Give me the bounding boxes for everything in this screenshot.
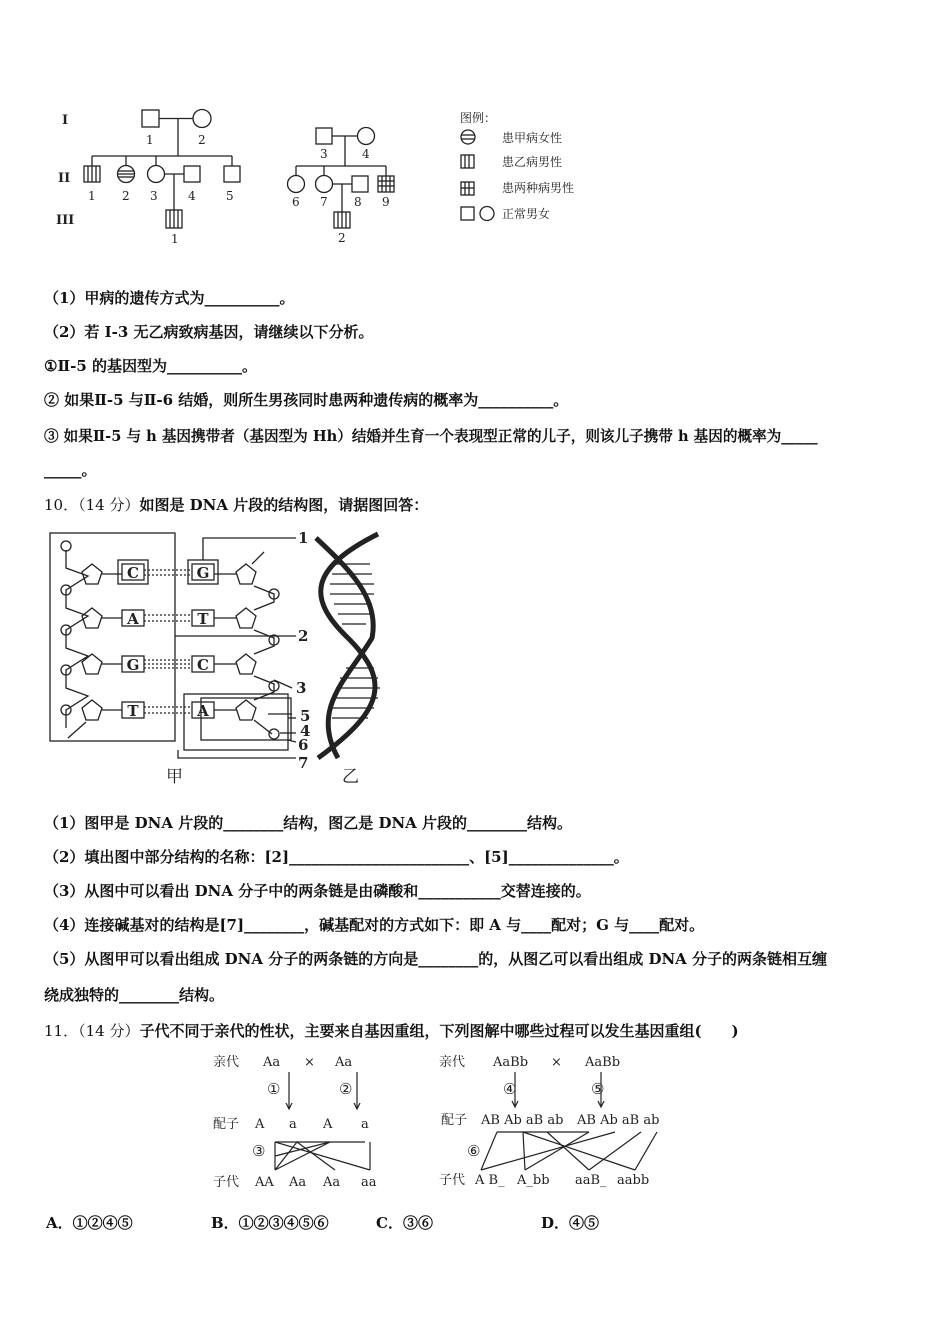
legend-yi-male-icon — [461, 155, 474, 168]
q10-part5-cont: 绕成独特的________结构。 — [44, 986, 225, 1004]
ped-left-num: 2 — [122, 189, 130, 203]
q11-text: 子代不同于亲代的性状，主要来自基因重组，下列图解中哪些过程可以发生基因重组( ) — [139, 1022, 739, 1040]
left-offspring: Aa — [289, 1175, 307, 1190]
right-offspring-label: 子代 — [439, 1173, 466, 1188]
right-offspring: A_bb — [517, 1173, 550, 1188]
dna-left-base: C — [127, 564, 139, 582]
gen-label-iii: III — [56, 213, 75, 228]
ped-right-num: 3 — [320, 147, 328, 161]
ped-right-ii7-female — [316, 176, 333, 193]
q10-stem — [44, 494, 428, 515]
ped-right-num: 8 — [354, 195, 362, 209]
q10-number: 10．（14 分） — [44, 496, 140, 514]
dna-callout: 3 — [296, 679, 307, 697]
left-offspring: AA — [255, 1175, 274, 1190]
legend-item-label: 正常男女 — [502, 207, 551, 221]
left-parent-label: 亲代 — [213, 1055, 240, 1070]
left-gamete: A — [255, 1117, 265, 1132]
right-parent: AaBb — [493, 1055, 529, 1070]
ped-right-num: 2 — [338, 231, 346, 245]
right-offspring: aaB_ — [575, 1173, 607, 1188]
ped-left-i1-male — [142, 110, 159, 127]
q10-part4: （4）连接碱基对的结构是[7]________，碱基配对的方式如下：即 A 与____配对；G 与____配对。 — [44, 916, 705, 934]
dna-callout: 2 — [298, 627, 309, 645]
right-gamete-label: 配子 — [441, 1113, 468, 1128]
dna-callout: 7 — [298, 754, 309, 772]
left-parent: Aa — [263, 1055, 281, 1070]
left-gamete: a — [361, 1117, 369, 1132]
left-gamete: A — [323, 1117, 333, 1132]
legend-normal-female-icon — [480, 207, 494, 221]
right-gamete-set: AB Ab aB ab — [577, 1113, 660, 1128]
pedigree-figure — [50, 100, 610, 250]
q9-sub3: ③ 如果Ⅱ-5 与 h 基因携带者（基因型为 Hh）结婚并生育一个表现型正常的儿子，则该儿子携带 h 基因的概率为_____ — [44, 428, 818, 445]
option-b[interactable]: B．①②③④⑤⑥ — [211, 1214, 329, 1232]
ped-right-i3-male — [316, 128, 332, 144]
ped-left-ii5-male — [224, 166, 240, 182]
q11-stem — [44, 1020, 739, 1041]
step-3: ③ — [252, 1142, 266, 1160]
dna-structure-figure — [48, 528, 418, 790]
ped-left-num: 4 — [188, 189, 196, 203]
q9-sub2: ② 如果Ⅱ-5 与Ⅱ-6 结婚，则所生男孩同时患两种遗传病的概率为__________。 — [44, 391, 569, 409]
step-2: ② — [339, 1080, 353, 1098]
step-6: ⑥ — [467, 1142, 481, 1160]
ped-right-num: 7 — [320, 195, 328, 209]
gen-label-ii: II — [58, 171, 71, 186]
right-offspring: aabb — [617, 1173, 650, 1188]
ped-left-ii4-male — [184, 166, 200, 182]
q10-part2: （2）填出图中部分结构的名称：[2]________________________、[5]______________。 — [44, 848, 629, 866]
right-offspring: A B_ — [475, 1173, 505, 1188]
dna-right-base: A — [197, 702, 209, 720]
q10-part1: （1）图甲是 DNA 片段的________结构，图乙是 DNA 片段的________结构。 — [44, 814, 573, 832]
step-1: ① — [267, 1080, 281, 1098]
ped-left-num: 2 — [198, 133, 206, 147]
right-parent-label: 亲代 — [439, 1055, 466, 1070]
q9-part2: （2）若 I-3 无乙病致病基因，请继续以下分析。 — [44, 323, 374, 341]
ped-left-num: 1 — [88, 189, 96, 203]
q9-sub3-cont: _____。 — [44, 461, 97, 479]
ped-right-num: 6 — [292, 195, 300, 209]
legend-jia-female-icon — [461, 130, 475, 144]
q9-sub1: ①Ⅱ-5 的基因型为__________。 — [44, 357, 257, 375]
ped-left-ii3-female — [148, 166, 165, 183]
right-cross: × — [551, 1055, 562, 1070]
dna-left-base: A — [127, 610, 139, 628]
dna-left-base: T — [127, 702, 139, 720]
dna-label-jia: 甲 — [166, 767, 183, 787]
dna-left-base: G — [126, 656, 140, 674]
dna-callout: 1 — [298, 529, 309, 547]
q10-part3: （3）从图中可以看出 DNA 分子中的两条链是由磷酸和___________交替连接的。 — [44, 882, 591, 900]
left-offspring-label: 子代 — [213, 1175, 240, 1190]
q9-part1: （1）甲病的遗传方式为__________。 — [44, 289, 295, 307]
ped-right-num: 4 — [362, 147, 370, 161]
right-parent: AaBb — [585, 1055, 621, 1070]
ped-left-num: 3 — [150, 189, 158, 203]
ped-left-num: 5 — [226, 189, 234, 203]
gen-label-i: I — [62, 113, 69, 128]
step-4: ④ — [503, 1080, 517, 1098]
q10-text: 如图是 DNA 片段的结构图，请据图回答： — [139, 496, 429, 514]
ped-right-num: 9 — [382, 195, 390, 209]
dna-label-yi: 乙 — [342, 767, 359, 787]
left-cross: × — [304, 1055, 315, 1070]
dna-right-base: G — [196, 564, 210, 582]
dna-callout: 5 — [300, 707, 311, 725]
option-c[interactable]: C．③⑥ — [376, 1214, 433, 1232]
left-offspring: Aa — [323, 1175, 341, 1190]
legend-normal-male-icon — [461, 207, 474, 220]
q11-number: 11．（14 分） — [44, 1022, 140, 1040]
ped-left-num: 1 — [171, 232, 179, 246]
ped-right-ii6-female — [288, 176, 305, 193]
legend-item-label: 患甲病女性 — [502, 131, 563, 145]
left-parent: Aa — [335, 1055, 353, 1070]
option-a[interactable]: A．①②④⑤ — [46, 1214, 133, 1232]
right-gamete-set: AB Ab aB ab — [481, 1113, 564, 1128]
option-d[interactable]: D．④⑤ — [541, 1214, 600, 1232]
step-5: ⑤ — [591, 1080, 605, 1098]
left-gamete: a — [289, 1117, 297, 1132]
legend-title: 图例： — [460, 111, 497, 125]
dna-right-base: C — [197, 656, 209, 674]
left-offspring: aa — [361, 1175, 377, 1190]
ped-left-i2-female — [193, 110, 211, 128]
ped-right-ii8-male — [352, 176, 368, 192]
dna-callout: 6 — [298, 736, 309, 754]
q10-part5: （5）从图甲可以看出组成 DNA 分子的两条链的方向是________的，从图乙可以看出组成 DNA 分子的两条链相互缠 — [44, 950, 828, 968]
dna-right-base: T — [197, 610, 209, 628]
legend-item-label: 患乙病男性 — [502, 155, 563, 169]
dna-callout: 4 — [300, 722, 311, 740]
ped-right-i4-female — [358, 128, 375, 145]
recombination-figure — [205, 1046, 675, 1196]
ped-left-num: 1 — [146, 133, 154, 147]
left-gamete-label: 配子 — [213, 1117, 240, 1132]
legend-item-label: 患两种病男性 — [502, 181, 575, 195]
